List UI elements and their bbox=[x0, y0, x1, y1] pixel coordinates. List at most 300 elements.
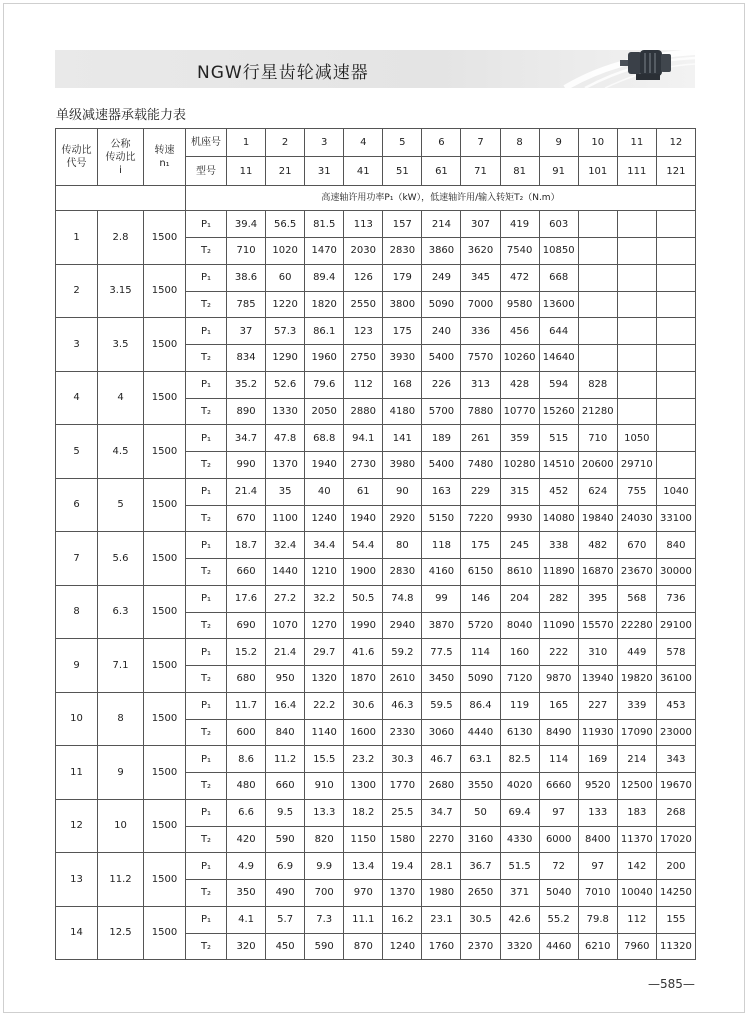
model-number-label: 型号 bbox=[186, 157, 227, 186]
p1-value-cell: 245 bbox=[500, 532, 539, 559]
t2-value-cell: 4440 bbox=[461, 719, 500, 746]
p1-value-cell: 249 bbox=[422, 264, 461, 291]
p1-value-cell bbox=[617, 264, 656, 291]
t2-value-cell: 320 bbox=[227, 933, 266, 960]
p1-value-cell: 46.3 bbox=[383, 692, 422, 719]
model-number-cell: 21 bbox=[266, 157, 305, 186]
t2-value-cell: 2270 bbox=[422, 826, 461, 853]
t2-value-cell: 690 bbox=[227, 612, 266, 639]
ratio-code-cell: 9 bbox=[56, 639, 98, 693]
p1-value-cell: 828 bbox=[578, 371, 617, 398]
p1-value-cell: 472 bbox=[500, 264, 539, 291]
t2-value-cell: 4160 bbox=[422, 559, 461, 586]
t2-label: T₂ bbox=[186, 880, 227, 907]
ratio-code-cell: 8 bbox=[56, 585, 98, 639]
p1-label: P₁ bbox=[186, 318, 227, 345]
p1-value-cell: 79.6 bbox=[305, 371, 344, 398]
t2-label: T₂ bbox=[186, 505, 227, 532]
speed-cell: 1500 bbox=[144, 692, 186, 746]
header-banner bbox=[55, 50, 695, 88]
speed-cell: 1500 bbox=[144, 853, 186, 907]
p1-value-cell: 35 bbox=[266, 478, 305, 505]
t2-value-cell bbox=[617, 238, 656, 265]
t2-value-cell: 8400 bbox=[578, 826, 617, 853]
t2-value-cell: 2750 bbox=[344, 345, 383, 372]
t2-value-cell: 8610 bbox=[500, 559, 539, 586]
t2-value-cell: 19820 bbox=[617, 666, 656, 693]
t2-value-cell: 14640 bbox=[539, 345, 578, 372]
t2-value-cell bbox=[617, 345, 656, 372]
frame-number-cell: 7 bbox=[461, 129, 500, 157]
frame-number-cell: 9 bbox=[539, 129, 578, 157]
model-number-cell: 111 bbox=[617, 157, 656, 186]
p1-label: P₁ bbox=[186, 532, 227, 559]
t2-value-cell: 4330 bbox=[500, 826, 539, 853]
model-number-cell: 11 bbox=[227, 157, 266, 186]
p1-value-cell: 315 bbox=[500, 478, 539, 505]
t2-value-cell: 1100 bbox=[266, 505, 305, 532]
p1-value-cell: 452 bbox=[539, 478, 578, 505]
table-row-p1 bbox=[56, 264, 696, 291]
t2-value-cell: 1290 bbox=[266, 345, 305, 372]
p1-value-cell: 94.1 bbox=[344, 425, 383, 452]
t2-value-cell: 1760 bbox=[422, 933, 461, 960]
t2-value-cell bbox=[578, 345, 617, 372]
p1-value-cell: 568 bbox=[617, 585, 656, 612]
t2-value-cell: 2370 bbox=[461, 933, 500, 960]
t2-label: T₂ bbox=[186, 452, 227, 479]
t2-value-cell: 1140 bbox=[305, 719, 344, 746]
t2-value-cell: 7220 bbox=[461, 505, 500, 532]
p1-value-cell: 141 bbox=[383, 425, 422, 452]
p1-value-cell bbox=[656, 264, 695, 291]
t2-value-cell: 6000 bbox=[539, 826, 578, 853]
t2-value-cell: 2550 bbox=[344, 291, 383, 318]
ratio-code-cell: 4 bbox=[56, 371, 98, 425]
p1-value-cell: 99 bbox=[422, 585, 461, 612]
t2-value-cell: 1370 bbox=[266, 452, 305, 479]
frame-number-cell: 3 bbox=[305, 129, 344, 157]
t2-value-cell: 15260 bbox=[539, 398, 578, 425]
p1-value-cell: 227 bbox=[578, 692, 617, 719]
t2-value-cell: 9870 bbox=[539, 666, 578, 693]
p1-value-cell: 97 bbox=[578, 853, 617, 880]
p1-value-cell: 578 bbox=[656, 639, 695, 666]
model-number-cell: 61 bbox=[422, 157, 461, 186]
t2-label: T₂ bbox=[186, 933, 227, 960]
t2-value-cell: 834 bbox=[227, 345, 266, 372]
nominal-ratio-cell: 9 bbox=[98, 746, 144, 800]
nominal-ratio-cell: 3.15 bbox=[98, 264, 144, 318]
frame-number-cell: 1 bbox=[227, 129, 266, 157]
ratio-code-cell: 3 bbox=[56, 318, 98, 372]
p1-value-cell: 37 bbox=[227, 318, 266, 345]
p1-value-cell: 19.4 bbox=[383, 853, 422, 880]
t2-value-cell: 13940 bbox=[578, 666, 617, 693]
t2-label: T₂ bbox=[186, 559, 227, 586]
p1-value-cell: 282 bbox=[539, 585, 578, 612]
p1-value-cell: 72 bbox=[539, 853, 578, 880]
p1-value-cell: 17.6 bbox=[227, 585, 266, 612]
header-ratio-code: 传动比 代号 bbox=[56, 129, 98, 186]
nominal-ratio-cell: 2.8 bbox=[98, 211, 144, 265]
t2-value-cell: 7570 bbox=[461, 345, 500, 372]
t2-value-cell: 10280 bbox=[500, 452, 539, 479]
t2-value-cell: 22280 bbox=[617, 612, 656, 639]
t2-value-cell: 1320 bbox=[305, 666, 344, 693]
model-number-cell: 81 bbox=[500, 157, 539, 186]
t2-value-cell: 1270 bbox=[305, 612, 344, 639]
p1-value-cell: 123 bbox=[344, 318, 383, 345]
ratio-code-cell: 10 bbox=[56, 692, 98, 746]
t2-value-cell: 24030 bbox=[617, 505, 656, 532]
p1-value-cell: 310 bbox=[578, 639, 617, 666]
model-number-cell: 91 bbox=[539, 157, 578, 186]
t2-value-cell: 2030 bbox=[344, 238, 383, 265]
header-nominal-ratio: 公称 传动比 i bbox=[98, 129, 144, 186]
subheader-row bbox=[56, 186, 696, 211]
t2-value-cell: 11090 bbox=[539, 612, 578, 639]
table-row-p1 bbox=[56, 585, 696, 612]
t2-value-cell: 3620 bbox=[461, 238, 500, 265]
p1-value-cell: 336 bbox=[461, 318, 500, 345]
p1-value-cell: 35.2 bbox=[227, 371, 266, 398]
t2-value-cell: 350 bbox=[227, 880, 266, 907]
p1-label: P₁ bbox=[186, 692, 227, 719]
t2-value-cell: 450 bbox=[266, 933, 305, 960]
t2-value-cell: 1240 bbox=[305, 505, 344, 532]
t2-value-cell: 3550 bbox=[461, 773, 500, 800]
t2-value-cell bbox=[617, 398, 656, 425]
t2-value-cell bbox=[656, 398, 695, 425]
t2-value-cell: 4460 bbox=[539, 933, 578, 960]
p1-value-cell: 74.8 bbox=[383, 585, 422, 612]
p1-value-cell bbox=[656, 371, 695, 398]
p1-value-cell: 32.4 bbox=[266, 532, 305, 559]
p1-value-cell: 165 bbox=[539, 692, 578, 719]
t2-value-cell: 1150 bbox=[344, 826, 383, 853]
p1-value-cell: 82.5 bbox=[500, 746, 539, 773]
t2-value-cell: 9930 bbox=[500, 505, 539, 532]
t2-value-cell bbox=[656, 345, 695, 372]
p1-value-cell: 30.3 bbox=[383, 746, 422, 773]
t2-value-cell: 2610 bbox=[383, 666, 422, 693]
p1-value-cell: 229 bbox=[461, 478, 500, 505]
p1-value-cell: 21.4 bbox=[266, 639, 305, 666]
p1-value-cell: 453 bbox=[656, 692, 695, 719]
p1-value-cell: 428 bbox=[500, 371, 539, 398]
p1-value-cell: 222 bbox=[539, 639, 578, 666]
p1-value-cell: 61 bbox=[344, 478, 383, 505]
nominal-ratio-cell: 6.3 bbox=[98, 585, 144, 639]
nominal-ratio-cell: 8 bbox=[98, 692, 144, 746]
p1-value-cell: 7.3 bbox=[305, 906, 344, 933]
p1-value-cell bbox=[578, 211, 617, 238]
t2-value-cell: 3980 bbox=[383, 452, 422, 479]
table-row-p1 bbox=[56, 906, 696, 933]
t2-label: T₂ bbox=[186, 238, 227, 265]
capacity-table-body bbox=[56, 129, 696, 960]
p1-value-cell: 52.6 bbox=[266, 371, 305, 398]
table-row-p1 bbox=[56, 692, 696, 719]
t2-value-cell: 6210 bbox=[578, 933, 617, 960]
ratio-code-cell: 7 bbox=[56, 532, 98, 586]
t2-value-cell: 1940 bbox=[344, 505, 383, 532]
p1-value-cell: 34.4 bbox=[305, 532, 344, 559]
t2-value-cell: 3450 bbox=[422, 666, 461, 693]
t2-value-cell: 680 bbox=[227, 666, 266, 693]
t2-value-cell: 9520 bbox=[578, 773, 617, 800]
nominal-ratio-cell: 11.2 bbox=[98, 853, 144, 907]
p1-value-cell: 11.2 bbox=[266, 746, 305, 773]
p1-value-cell: 40 bbox=[305, 478, 344, 505]
t2-label: T₂ bbox=[186, 773, 227, 800]
model-number-cell: 121 bbox=[656, 157, 695, 186]
p1-value-cell: 456 bbox=[500, 318, 539, 345]
p1-label: P₁ bbox=[186, 371, 227, 398]
t2-value-cell: 1240 bbox=[383, 933, 422, 960]
t2-value-cell: 1220 bbox=[266, 291, 305, 318]
p1-value-cell: 226 bbox=[422, 371, 461, 398]
frame-number-cell: 4 bbox=[344, 129, 383, 157]
t2-value-cell: 16870 bbox=[578, 559, 617, 586]
t2-value-cell: 29710 bbox=[617, 452, 656, 479]
speed-cell: 1500 bbox=[144, 585, 186, 639]
t2-value-cell: 21280 bbox=[578, 398, 617, 425]
capacity-table bbox=[55, 128, 696, 960]
t2-value-cell: 20600 bbox=[578, 452, 617, 479]
gear-reducer-image bbox=[618, 44, 674, 84]
speed-cell: 1500 bbox=[144, 211, 186, 265]
p1-value-cell: 6.9 bbox=[266, 853, 305, 880]
t2-value-cell: 13600 bbox=[539, 291, 578, 318]
p1-value-cell: 28.1 bbox=[422, 853, 461, 880]
t2-value-cell: 4180 bbox=[383, 398, 422, 425]
p1-value-cell: 9.5 bbox=[266, 799, 305, 826]
p1-value-cell: 13.3 bbox=[305, 799, 344, 826]
t2-value-cell: 23670 bbox=[617, 559, 656, 586]
p1-label: P₁ bbox=[186, 746, 227, 773]
p1-value-cell: 200 bbox=[656, 853, 695, 880]
t2-value-cell: 590 bbox=[266, 826, 305, 853]
speed-cell: 1500 bbox=[144, 425, 186, 479]
p1-value-cell: 179 bbox=[383, 264, 422, 291]
frame-number-cell: 12 bbox=[656, 129, 695, 157]
t2-value-cell bbox=[656, 238, 695, 265]
p1-value-cell: 16.4 bbox=[266, 692, 305, 719]
t2-value-cell: 15570 bbox=[578, 612, 617, 639]
p1-value-cell: 89.4 bbox=[305, 264, 344, 291]
t2-value-cell: 5720 bbox=[461, 612, 500, 639]
nominal-ratio-cell: 3.5 bbox=[98, 318, 144, 372]
frame-number-cell: 10 bbox=[578, 129, 617, 157]
frame-number-row bbox=[56, 129, 696, 157]
p1-value-cell: 155 bbox=[656, 906, 695, 933]
p1-value-cell: 25.5 bbox=[383, 799, 422, 826]
p1-value-cell: 8.6 bbox=[227, 746, 266, 773]
t2-value-cell: 1980 bbox=[422, 880, 461, 907]
p1-value-cell: 30.6 bbox=[344, 692, 383, 719]
t2-value-cell: 10770 bbox=[500, 398, 539, 425]
p1-value-cell: 90 bbox=[383, 478, 422, 505]
nominal-ratio-cell: 5.6 bbox=[98, 532, 144, 586]
t2-value-cell: 3870 bbox=[422, 612, 461, 639]
p1-value-cell: 175 bbox=[461, 532, 500, 559]
p1-value-cell: 56.5 bbox=[266, 211, 305, 238]
p1-value-cell: 736 bbox=[656, 585, 695, 612]
t2-value-cell: 29100 bbox=[656, 612, 695, 639]
p1-value-cell: 118 bbox=[422, 532, 461, 559]
speed-cell: 1500 bbox=[144, 318, 186, 372]
t2-value-cell: 1070 bbox=[266, 612, 305, 639]
p1-value-cell: 9.9 bbox=[305, 853, 344, 880]
t2-value-cell: 990 bbox=[227, 452, 266, 479]
t2-value-cell: 7960 bbox=[617, 933, 656, 960]
p1-value-cell: 113 bbox=[344, 211, 383, 238]
subheader-blank-cell bbox=[56, 186, 186, 211]
t2-value-cell: 10040 bbox=[617, 880, 656, 907]
p1-value-cell bbox=[617, 211, 656, 238]
t2-value-cell bbox=[656, 291, 695, 318]
t2-value-cell: 7480 bbox=[461, 452, 500, 479]
nominal-ratio-cell: 4.5 bbox=[98, 425, 144, 479]
t2-value-cell: 1210 bbox=[305, 559, 344, 586]
p1-value-cell: 449 bbox=[617, 639, 656, 666]
ratio-code-cell: 2 bbox=[56, 264, 98, 318]
t2-value-cell: 17020 bbox=[656, 826, 695, 853]
t2-value-cell: 6150 bbox=[461, 559, 500, 586]
p1-value-cell: 4.9 bbox=[227, 853, 266, 880]
t2-label: T₂ bbox=[186, 666, 227, 693]
t2-value-cell: 670 bbox=[227, 505, 266, 532]
p1-value-cell: 23.2 bbox=[344, 746, 383, 773]
t2-value-cell: 8040 bbox=[500, 612, 539, 639]
t2-value-cell: 600 bbox=[227, 719, 266, 746]
p1-label: P₁ bbox=[186, 639, 227, 666]
table-row-p1 bbox=[56, 478, 696, 505]
p1-value-cell: 54.4 bbox=[344, 532, 383, 559]
t2-value-cell: 11930 bbox=[578, 719, 617, 746]
t2-value-cell: 23000 bbox=[656, 719, 695, 746]
t2-value-cell: 710 bbox=[227, 238, 266, 265]
p1-label: P₁ bbox=[186, 478, 227, 505]
p1-value-cell: 4.1 bbox=[227, 906, 266, 933]
model-number-cell: 31 bbox=[305, 157, 344, 186]
t2-value-cell: 10260 bbox=[500, 345, 539, 372]
p1-value-cell bbox=[656, 211, 695, 238]
t2-value-cell: 2680 bbox=[422, 773, 461, 800]
t2-value-cell: 870 bbox=[344, 933, 383, 960]
page-number: —585— bbox=[648, 977, 695, 991]
t2-value-cell: 5040 bbox=[539, 880, 578, 907]
p1-value-cell: 27.2 bbox=[266, 585, 305, 612]
t2-value-cell: 785 bbox=[227, 291, 266, 318]
p1-value-cell: 29.7 bbox=[305, 639, 344, 666]
t2-value-cell: 2650 bbox=[461, 880, 500, 907]
t2-value-cell: 14080 bbox=[539, 505, 578, 532]
t2-value-cell: 4020 bbox=[500, 773, 539, 800]
t2-value-cell: 8490 bbox=[539, 719, 578, 746]
t2-label: T₂ bbox=[186, 291, 227, 318]
t2-value-cell: 11370 bbox=[617, 826, 656, 853]
t2-value-cell: 3860 bbox=[422, 238, 461, 265]
p1-value-cell: 359 bbox=[500, 425, 539, 452]
p1-value-cell: 114 bbox=[539, 746, 578, 773]
ratio-code-cell: 13 bbox=[56, 853, 98, 907]
t2-value-cell: 5090 bbox=[422, 291, 461, 318]
ratio-code-cell: 12 bbox=[56, 799, 98, 853]
p1-value-cell: 1050 bbox=[617, 425, 656, 452]
p1-value-cell bbox=[617, 318, 656, 345]
p1-value-cell: 11.7 bbox=[227, 692, 266, 719]
p1-value-cell: 395 bbox=[578, 585, 617, 612]
p1-value-cell: 112 bbox=[617, 906, 656, 933]
table-row-p1 bbox=[56, 639, 696, 666]
table-row-p1 bbox=[56, 425, 696, 452]
t2-value-cell: 1580 bbox=[383, 826, 422, 853]
table-subheader: 高速轴许用功率P₁（kW），低速轴许用/输入转矩T₂（N.m） bbox=[186, 186, 696, 211]
p1-value-cell bbox=[617, 371, 656, 398]
p1-value-cell: 133 bbox=[578, 799, 617, 826]
t2-value-cell: 19840 bbox=[578, 505, 617, 532]
p1-value-cell: 50.5 bbox=[344, 585, 383, 612]
p1-value-cell: 183 bbox=[617, 799, 656, 826]
t2-value-cell: 2880 bbox=[344, 398, 383, 425]
t2-value-cell: 2830 bbox=[383, 559, 422, 586]
t2-value-cell: 910 bbox=[305, 773, 344, 800]
t2-value-cell: 820 bbox=[305, 826, 344, 853]
speed-cell: 1500 bbox=[144, 906, 186, 960]
t2-value-cell: 3800 bbox=[383, 291, 422, 318]
t2-value-cell: 3160 bbox=[461, 826, 500, 853]
speed-cell: 1500 bbox=[144, 799, 186, 853]
t2-value-cell: 1870 bbox=[344, 666, 383, 693]
t2-value-cell bbox=[656, 452, 695, 479]
speed-cell: 1500 bbox=[144, 264, 186, 318]
p1-value-cell: 114 bbox=[461, 639, 500, 666]
p1-value-cell: 80 bbox=[383, 532, 422, 559]
t2-value-cell: 17090 bbox=[617, 719, 656, 746]
p1-value-cell bbox=[656, 318, 695, 345]
p1-value-cell: 51.5 bbox=[500, 853, 539, 880]
frame-number-cell: 11 bbox=[617, 129, 656, 157]
t2-label: T₂ bbox=[186, 345, 227, 372]
page-title: NGW行星齿轮减速器 bbox=[197, 63, 369, 83]
t2-value-cell: 12500 bbox=[617, 773, 656, 800]
t2-value-cell: 2940 bbox=[383, 612, 422, 639]
p1-value-cell bbox=[578, 318, 617, 345]
t2-value-cell: 2920 bbox=[383, 505, 422, 532]
p1-label: P₁ bbox=[186, 799, 227, 826]
t2-value-cell: 2730 bbox=[344, 452, 383, 479]
p1-value-cell: 214 bbox=[617, 746, 656, 773]
t2-value-cell: 2830 bbox=[383, 238, 422, 265]
t2-value-cell: 970 bbox=[344, 880, 383, 907]
t2-value-cell: 700 bbox=[305, 880, 344, 907]
p1-value-cell: 338 bbox=[539, 532, 578, 559]
t2-value-cell bbox=[578, 238, 617, 265]
p1-value-cell: 15.2 bbox=[227, 639, 266, 666]
p1-value-cell: 755 bbox=[617, 478, 656, 505]
speed-cell: 1500 bbox=[144, 639, 186, 693]
p1-value-cell: 59.5 bbox=[422, 692, 461, 719]
t2-value-cell: 3930 bbox=[383, 345, 422, 372]
t2-value-cell: 420 bbox=[227, 826, 266, 853]
t2-value-cell: 890 bbox=[227, 398, 266, 425]
p1-value-cell: 603 bbox=[539, 211, 578, 238]
t2-value-cell: 2050 bbox=[305, 398, 344, 425]
p1-value-cell: 624 bbox=[578, 478, 617, 505]
